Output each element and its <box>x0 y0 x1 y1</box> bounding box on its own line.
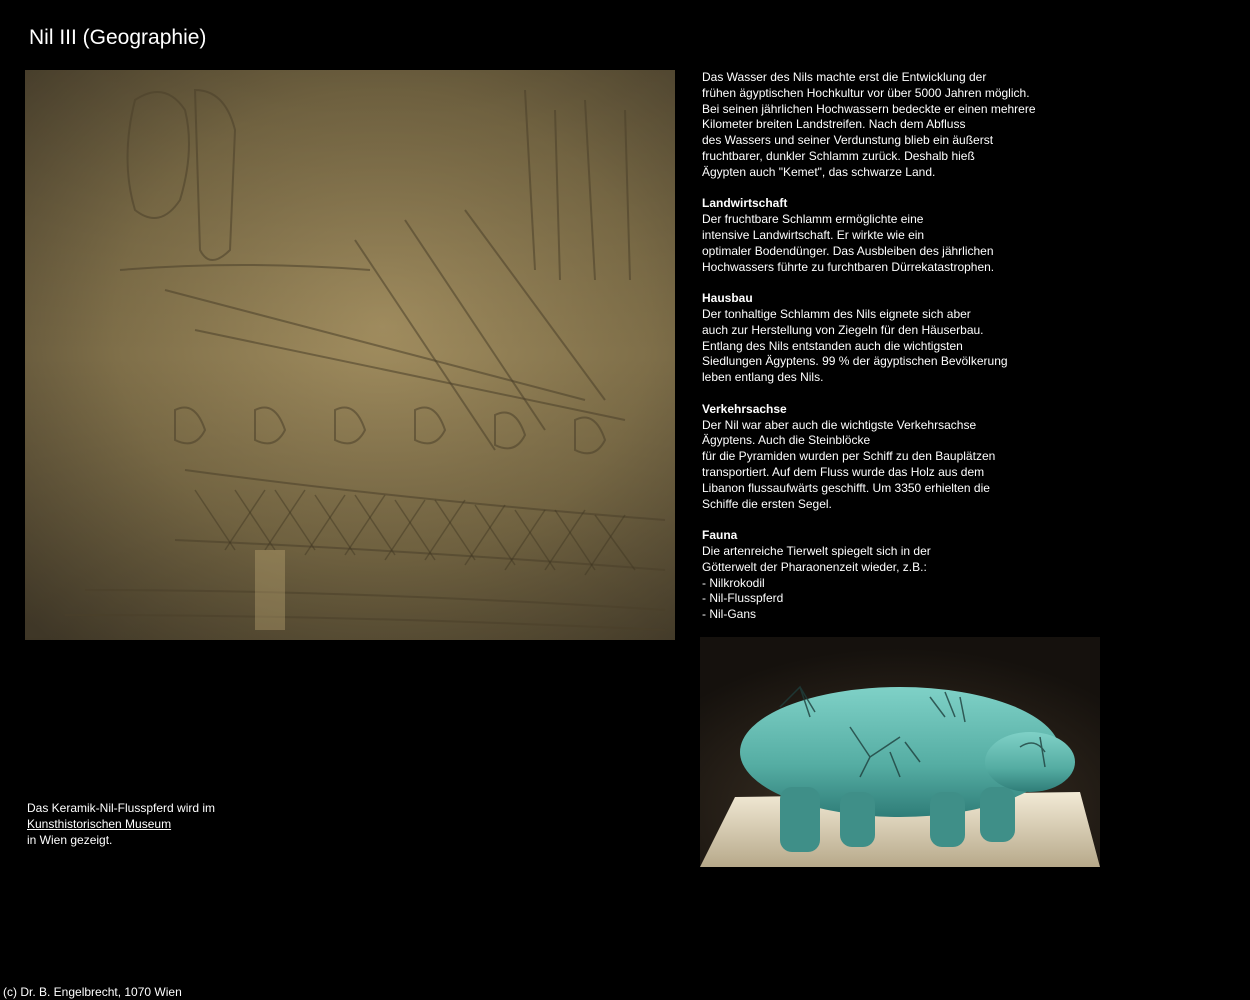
text-line: Der fruchtbare Schlamm ermöglichte eine <box>702 212 924 227</box>
relief-photo <box>25 70 675 640</box>
text-line: auch zur Herstellung von Ziegeln für den Häuserbau. <box>702 322 984 337</box>
section-hausbau <box>702 291 1062 386</box>
section-landwirtschaft <box>702 196 1062 275</box>
text-line: Der tonhaltige Schlamm des Nils eignete sich aber <box>702 306 971 321</box>
text-line: Hochwassers führte zu furchtbaren Dürrekatastrophen. <box>702 259 995 274</box>
text-line: intensive Landwirtschaft. Er wirkte wie ein <box>702 227 925 242</box>
text-line: Ägypten auch "Kemet", das schwarze Land. <box>702 164 936 179</box>
section-heading: Fauna <box>702 528 738 543</box>
text-line: - Nil-Flusspferd <box>702 591 784 606</box>
text-line: optimaler Bodendünger. Das Ausbleiben des jährlichen <box>702 243 994 258</box>
text-line: für die Pyramiden wurden per Schiff zu den Bauplätzen <box>702 449 996 464</box>
text-line: Ägyptens. Auch die Steinblöcke <box>702 433 871 448</box>
text-line: Die artenreiche Tierwelt spiegelt sich in der <box>702 543 931 558</box>
text-line: des Wassers und seiner Verdunstung blieb ein äußerst <box>702 133 994 148</box>
text-line: Bei seinen jährlichen Hochwassern bedeckte er einen mehrere <box>702 101 1036 116</box>
section-verkehrsachse <box>702 402 1062 513</box>
text-line: frühen ägyptischen Hochkultur vor über 5000 Jahren möglich. <box>702 85 1030 100</box>
text-line: Siedlungen Ägyptens. 99 % der ägyptischen Bevölkerung <box>702 354 1008 369</box>
article-text <box>702 70 1062 623</box>
text-line: transportiert. Auf dem Fluss wurde das Holz aus dem <box>702 464 985 479</box>
intro-paragraph <box>702 70 1062 181</box>
hippo-photo <box>700 637 1100 867</box>
section-heading: Landwirtschaft <box>702 196 788 211</box>
text-line: - Nilkrokodil <box>702 575 765 590</box>
section-heading: Verkehrsachse <box>702 401 787 416</box>
text-line: Kilometer breiten Landstreifen. Nach dem Abfluss <box>702 117 966 132</box>
page-title: Nil III (Geographie) <box>29 26 207 49</box>
text-line: leben entlang des Nils. <box>702 370 824 385</box>
section-fauna <box>702 528 1062 623</box>
caption-line: Das Keramik-Nil-Flusspferd wird im <box>27 801 216 815</box>
text-line: Der Nil war aber auch die wichtigste Verkehrsachse <box>702 417 977 432</box>
text-line: Das Wasser des Nils machte erst die Entwicklung der <box>702 70 987 84</box>
text-line: Libanon flussaufwärts geschifft. Um 3350 erhielten die <box>702 480 990 495</box>
text-line: - Nil-Gans <box>702 607 757 622</box>
text-line: fruchtbarer, dunkler Schlamm zurück. Deshalb hieß <box>702 148 975 163</box>
caption-line: in Wien gezeigt. <box>27 833 113 847</box>
hippo-caption <box>27 800 215 848</box>
copyright-footer: (c) Dr. B. Engelbrecht, 1070 Wien <box>3 985 182 999</box>
text-line: Götterwelt der Pharaonenzeit wieder, z.B.: <box>702 559 927 574</box>
text-line: Entlang des Nils entstanden auch die wichtigsten <box>702 338 963 353</box>
section-heading: Hausbau <box>702 291 753 306</box>
museum-link[interactable]: Kunsthistorischen Museum <box>27 817 172 831</box>
text-line: Schiffe die ersten Segel. <box>702 496 832 511</box>
